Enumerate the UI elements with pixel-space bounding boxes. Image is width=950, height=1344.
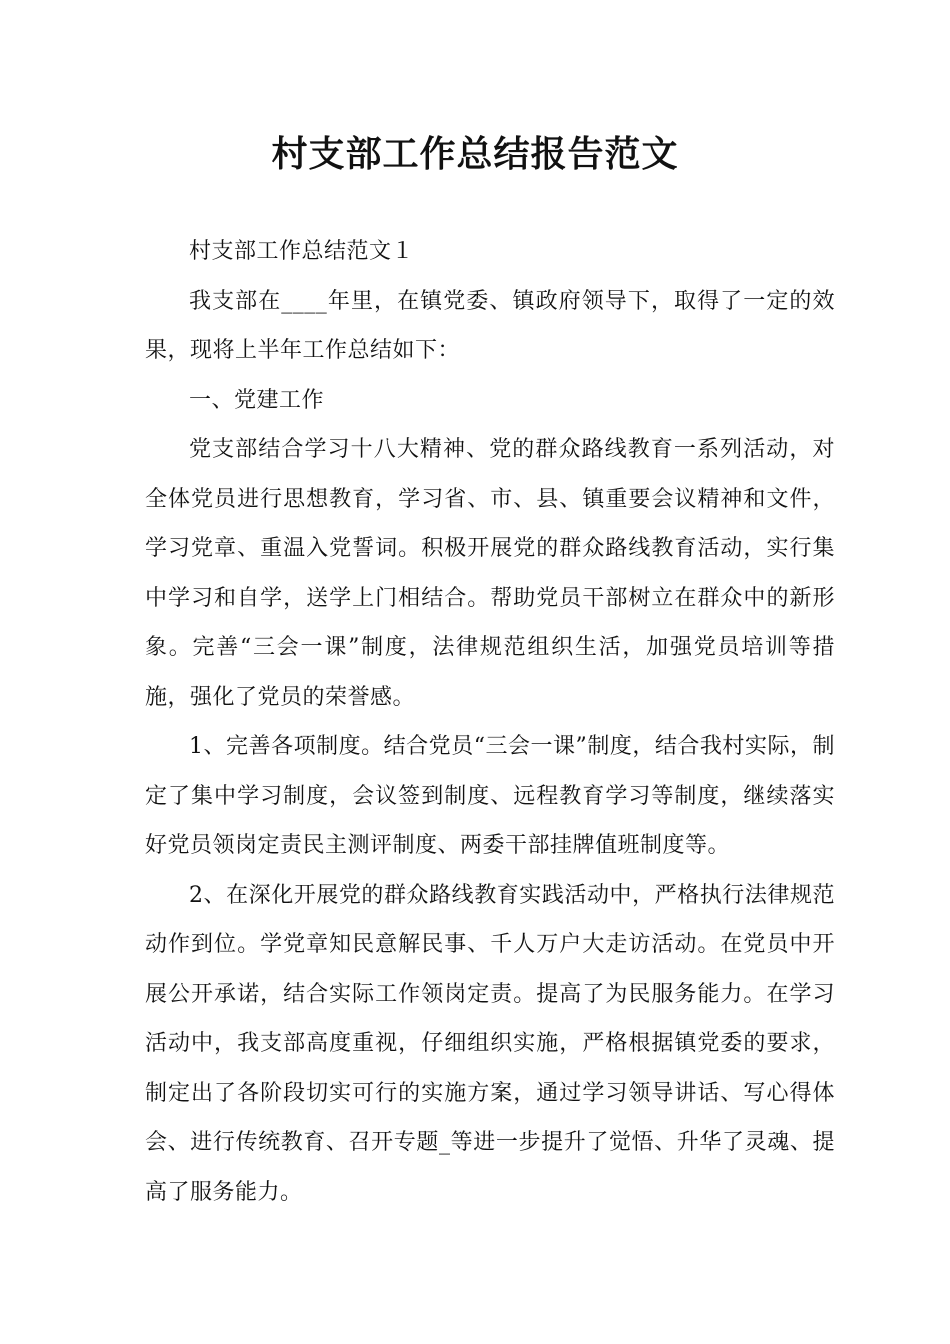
intro-paragraph: 我支部在____年里，在镇党委、镇政府领导下，取得了一定的效果，现将上半年工作总结如下： [145, 288, 835, 363]
section-heading: 村支部工作总结范文１ [189, 239, 415, 264]
document-body [145, 227, 835, 1217]
document-title: 村支部工作总结报告范文 [271, 133, 679, 175]
list-item-2: 2、在深化开展党的群众路线教育实践活动中，严格执行法律规范动作到位。学党章知民意解民事、千人万户大走访活动。在党员中开展公开承诺，结合实际工作领岗定责。提高了为民服务能力。在学习活动中，我支部高度重视，仔细组织实施，严格根据镇党委的要求，制定出了各阶段切实可行的实施方案，通过学习领导讲话、写心得体会、进行传统教育、召开专题_等进一步提升了觉悟、升华了灵魂、提高了服务能力。 [145, 882, 835, 1205]
list-item-1: 1、完善各项制度。结合党员“三会一课”制度，结合我村实际，制定了集中学习制度，会议签到制度、远程教育学习等制度，继续落实好党员领岗定责民主测评制度、两委干部挂牌值班制度等。 [145, 734, 835, 858]
section-heading-party-building: 一、党建工作 [189, 387, 325, 413]
body-paragraph: 党支部结合学习十八大精神、党的群众路线教育一系列活动，对全体党员进行思想教育，学习省、市、县、镇重要会议精神和文件，学习党章、重温入党誓词。积极开展党的群众路线教育活动，实行集中学习和自学，送学上门相结合。帮助党员干部树立在群众中的新形象。完善“三会一课”制度，法律规范组织生活，加强党员培训等措施，强化了党员的荣誉感。 [145, 437, 835, 710]
